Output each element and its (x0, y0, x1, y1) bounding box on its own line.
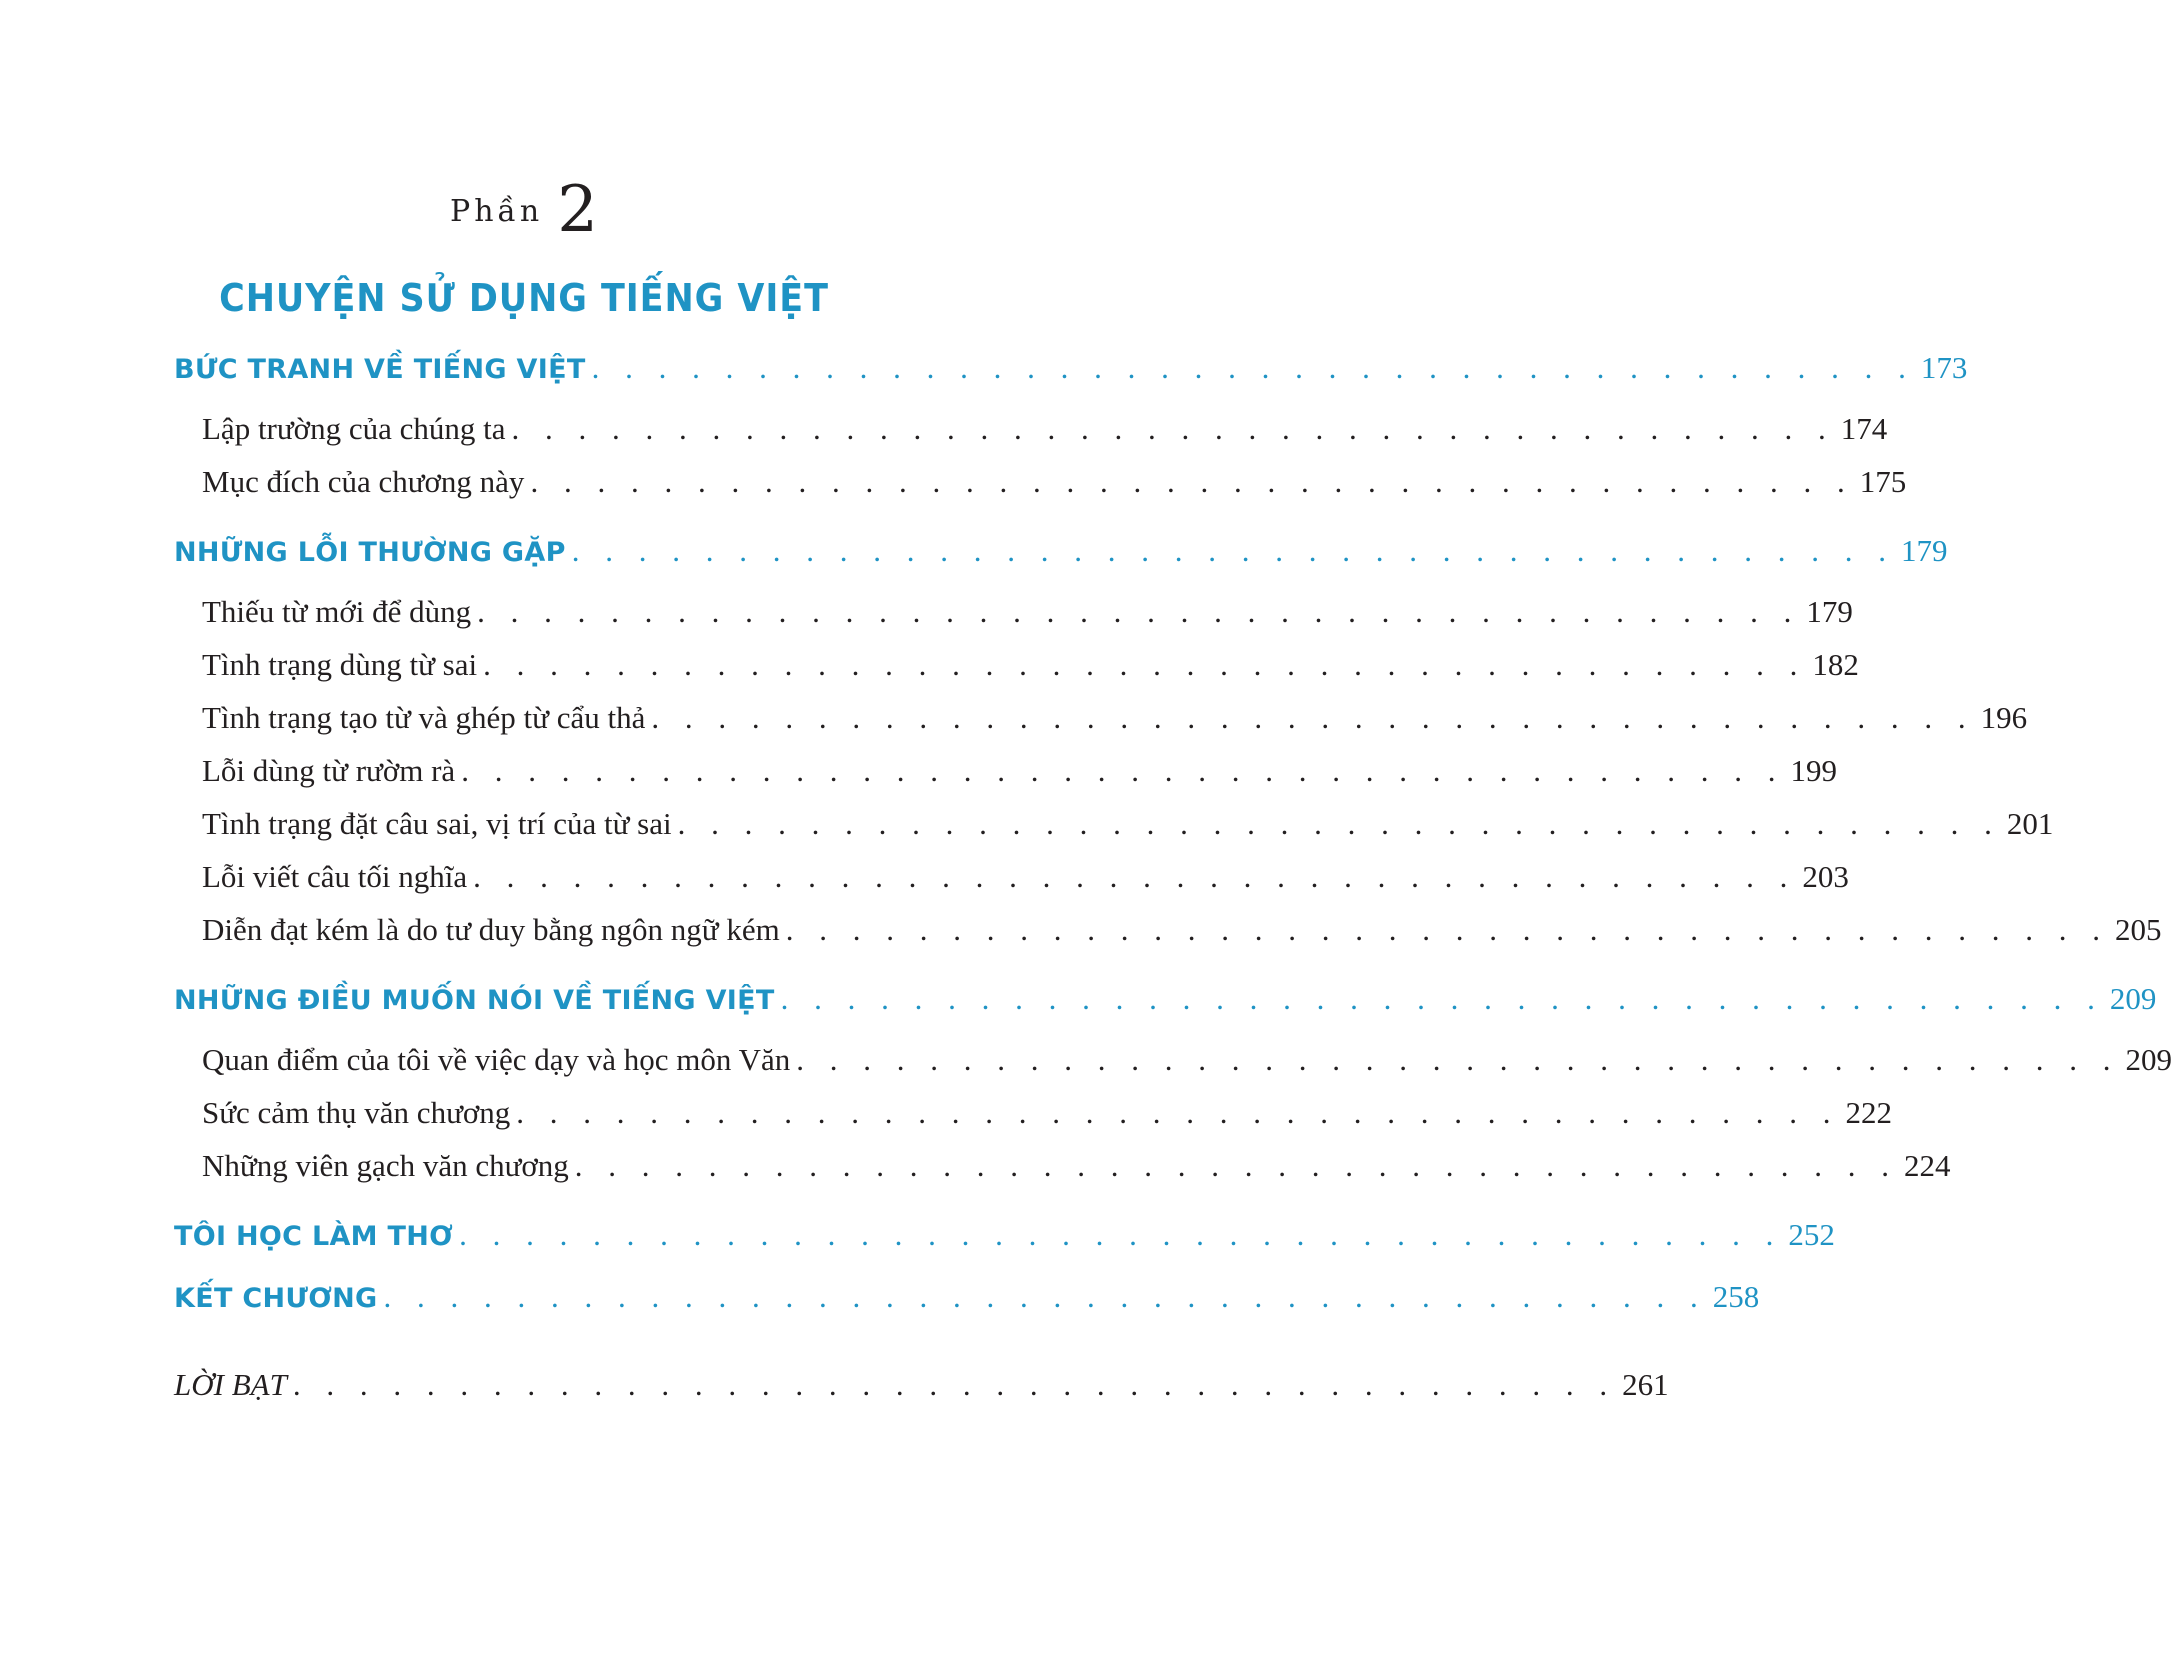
toc-entry-title: NHỮNG LỖI THƯỜNG GẶP (174, 537, 566, 568)
toc-subsection-entry[interactable] (202, 1042, 2172, 1086)
toc-page-number: 209 (2125, 1042, 2172, 1077)
toc-page-number: 182 (1812, 647, 1859, 682)
toc-subsection-entry[interactable] (202, 411, 1888, 455)
toc-subsection-entry[interactable] (202, 1148, 1951, 1192)
toc-entry-title: Những viên gạch văn chương (202, 1148, 569, 1183)
toc-leader-dots: . . . . . . . . . . . . . . . . . . . . . . . . . . . . . . . . . . . . . . . . (591, 350, 1915, 385)
toc-entry-title: Tình trạng tạo từ và ghép từ cẩu thả (202, 700, 646, 735)
toc-afterword-entry[interactable] (174, 1367, 1669, 1411)
toc-leader-dots: . . . . . . . . . . . . . . . . . . . . . . . . . . . . . . . . . . . . . . . . (477, 594, 1801, 629)
toc-section-entry[interactable] (174, 981, 2157, 1025)
toc-page-number: 205 (2114, 912, 2162, 947)
toc-page-number: 209 (2109, 981, 2157, 1016)
toc-subsection-entry[interactable] (202, 464, 1907, 508)
toc-page-number: 203 (1802, 859, 1849, 894)
toc-page-number: 174 (1840, 411, 1888, 446)
toc-page-number: 179 (1806, 594, 1853, 629)
toc-entry-title: Sức cảm thụ văn chương (202, 1095, 511, 1130)
toc-page-number: 258 (1712, 1279, 1760, 1314)
toc-entry-title: Lỗi dùng từ rườm rà (202, 753, 456, 788)
toc-page-number: 222 (1845, 1095, 1893, 1130)
toc-section-entry[interactable] (174, 1217, 1835, 1261)
toc-leader-dots: . . . . . . . . . . . . . . . . . . . . . . . . . . . . . . . . . . . . . . . . (780, 981, 2104, 1016)
toc-entry-title: LỜI BẠT (174, 1367, 287, 1402)
toc-subsection-entry[interactable] (202, 806, 2054, 850)
toc-leader-dots: . . . . . . . . . . . . . . . . . . . . . . . . . . . . . . . . . . . . . . . . (651, 700, 1975, 735)
toc-leader-dots: . . . . . . . . . . . . . . . . . . . . . . . . . . . . . . . . . . . . . . . . (677, 806, 2001, 841)
toc-subsection-entry[interactable] (202, 753, 1837, 797)
part-label: Phần (450, 194, 544, 229)
toc-leader-dots: . . . . . . . . . . . . . . . . . . . . . . . . . . . . . . . . . . . . . . . . (461, 753, 1785, 788)
toc-section-entry[interactable] (174, 1279, 1760, 1323)
toc-subsection-entry[interactable] (202, 1095, 1893, 1139)
toc-leader-dots: . . . . . . . . . . . . . . . . . . . . . . . . . . . . . . . . . . . . . . . . (516, 1095, 1840, 1130)
toc-entry-title: NHỮNG ĐIỀU MUỐN NÓI VỀ TIẾNG VIỆT (174, 985, 775, 1016)
part-number: 2 (557, 173, 598, 247)
toc-subsection-entry[interactable] (202, 859, 1849, 903)
toc-entry-title: BỨC TRANH VỀ TIẾNG VIỆT (174, 354, 586, 385)
toc-entry-title: Quan điểm của tôi về việc dạy và học môn Văn (202, 1042, 791, 1077)
toc-subsection-entry[interactable] (202, 700, 2028, 744)
toc-leader-dots: . . . . . . . . . . . . . . . . . . . . . . . . . . . . . . . . . . . . . . . . (483, 647, 1807, 682)
toc-leader-dots: . . . . . . . . . . . . . . . . . . . . . . . . . . . . . . . . . . . . . . . . (473, 859, 1797, 894)
toc-leader-dots: . . . . . . . . . . . . . . . . . . . . . . . . . . . . . . . . . . . . . . . . (530, 464, 1854, 499)
toc-entry-title: Tình trạng dùng từ sai (202, 647, 478, 682)
toc-leader-dots: . . . . . . . . . . . . . . . . . . . . . . . . . . . . . . . . . . . . . . . . (574, 1148, 1899, 1183)
toc-subsection-entry[interactable] (202, 912, 2162, 956)
toc-leader-dots: . . . . . . . . . . . . . . . . . . . . . . . . . . . . . . . . . . . . . . . . (785, 912, 2109, 947)
toc-subsection-entry[interactable] (202, 594, 1853, 638)
toc-entry-title: Mục đích của chương này (202, 464, 525, 499)
toc-page-number: 175 (1859, 464, 1907, 499)
toc-subsection-entry[interactable] (202, 647, 1859, 691)
toc-leader-dots: . . . . . . . . . . . . . . . . . . . . . . . . . . . . . . . . . . . . . . . . (511, 411, 1835, 446)
toc-page-number: 201 (2006, 806, 2054, 841)
toc-leader-dots: . . . . . . . . . . . . . . . . . . . . . . . . . . . . . . . . . . . . . . . . (459, 1217, 1783, 1252)
toc-entry-title: KẾT CHƯƠNG (174, 1283, 378, 1314)
toc-leader-dots: . . . . . . . . . . . . . . . . . . . . . . . . . . . . . . . . . . . . . . . . (571, 533, 1895, 568)
toc-entry-title: TÔI HỌC LÀM THƠ (174, 1221, 454, 1252)
toc-entry-title: Thiếu từ mới để dùng (202, 594, 472, 629)
toc-page-number: 224 (1904, 1148, 1951, 1183)
toc-leader-dots: . . . . . . . . . . . . . . . . . . . . . . . . . . . . . . . . . . . . . . . . (796, 1042, 2120, 1077)
toc-page-number: 199 (1790, 753, 1837, 788)
part-title: CHUYỆN SỬ DỤNG TIẾNG VIỆT (219, 276, 829, 320)
toc-entry-title: Tình trạng đặt câu sai, vị trí của từ sai (202, 806, 672, 841)
toc-page-number: 173 (1920, 350, 1968, 385)
toc-page-number: 261 (1622, 1367, 1669, 1402)
toc-page-number: 179 (1900, 533, 1948, 568)
toc-section-entry[interactable] (174, 533, 1948, 577)
toc-page-number: 252 (1788, 1217, 1835, 1252)
toc-section-entry[interactable] (174, 350, 1968, 394)
toc-page-number: 196 (1980, 700, 2028, 735)
toc-entry-title: Lập trường của chúng ta (202, 411, 506, 446)
toc-entry-title: Diễn đạt kém là do tư duy bằng ngôn ngữ kém (202, 912, 780, 947)
part-heading (0, 173, 1048, 258)
toc-leader-dots: . . . . . . . . . . . . . . . . . . . . . . . . . . . . . . . . . . . . . . . . (292, 1367, 1617, 1402)
toc-entry-title: Lỗi viết câu tối nghĩa (202, 859, 468, 894)
toc-leader-dots: . . . . . . . . . . . . . . . . . . . . . . . . . . . . . . . . . . . . . . . . (383, 1279, 1707, 1314)
